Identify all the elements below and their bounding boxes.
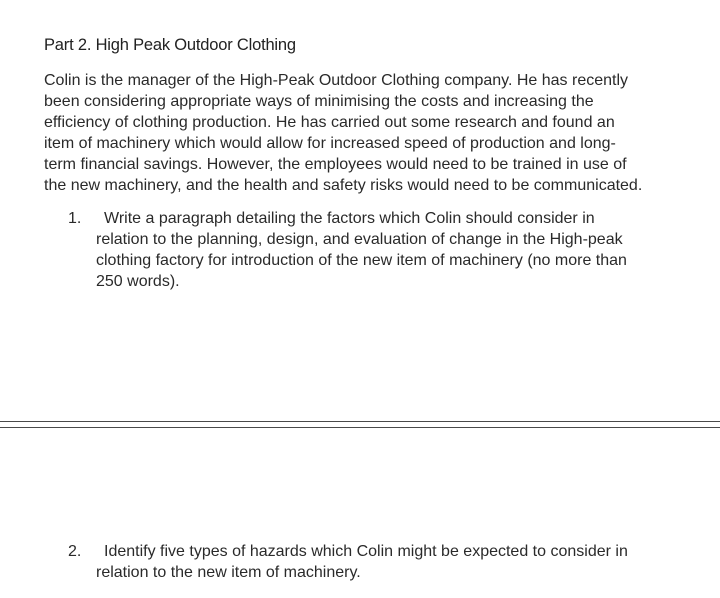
section-heading: Part 2. High Peak Outdoor Clothing [44,36,296,54]
intro-line: been considering appropriate ways of minimising the costs and increasing the [44,93,594,110]
question-line: relation to the planning, design, and evaluation of change in the High-peak [96,231,623,248]
intro-line: efficiency of clothing production. He has carried out some research and found an [44,114,615,131]
question-line: relation to the new item of machinery. [96,564,361,581]
question-line: Identify five types of hazards which Colin might be expected to consider in [104,543,628,560]
intro-line: Colin is the manager of the High-Peak Outdoor Clothing company. He has recently [44,72,629,89]
intro-paragraph [44,70,704,196]
intro-line: the new machinery, and the health and safety risks would need to be communicated. [44,177,643,194]
answer-divider-bottom [0,427,720,428]
question-1 [68,208,698,292]
question-line: 250 words). [96,273,180,290]
question-number: 2. [68,543,82,560]
question-2 [68,541,698,583]
question-line: clothing factory for introduction of the new item of machinery (no more than [96,252,627,269]
question-line: Write a paragraph detailing the factors which Colin should consider in [104,210,595,227]
intro-line: item of machinery which would allow for increased speed of production and long- [44,135,616,152]
question-number: 1. [68,210,82,227]
intro-line: term financial savings. However, the employees would need to be trained in use of [44,156,627,173]
answer-divider-top [0,421,720,422]
